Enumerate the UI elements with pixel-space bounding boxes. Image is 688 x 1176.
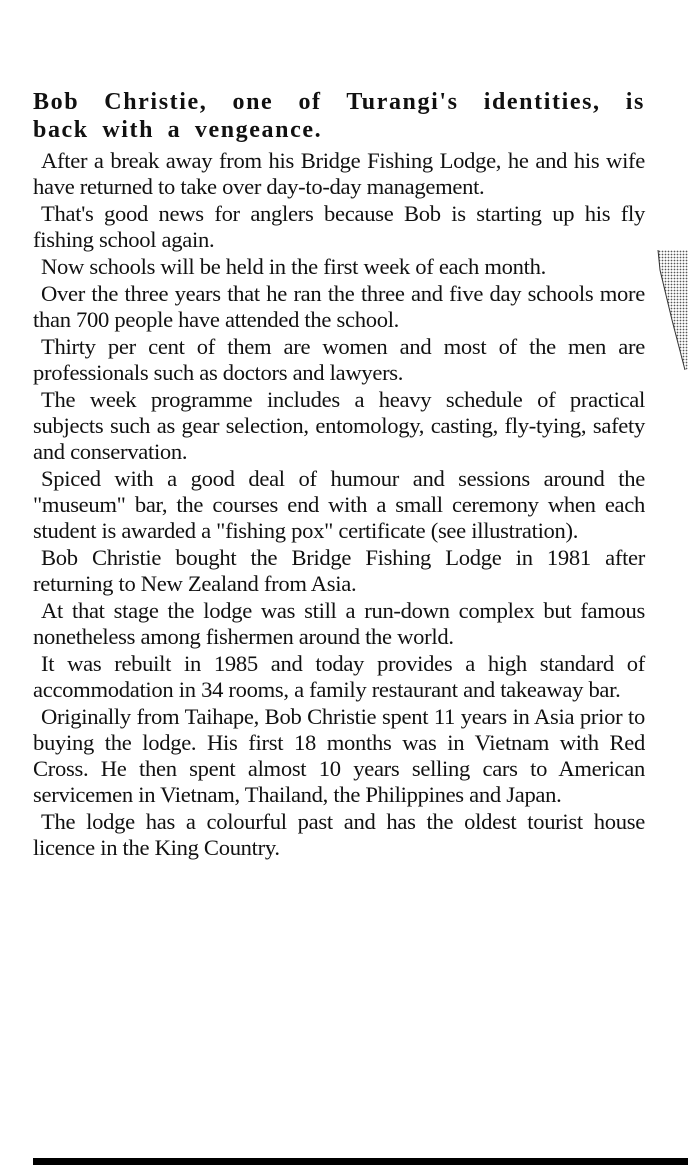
- article-paragraph-3: Now schools will be held in the first week of each month.: [41, 254, 546, 279]
- article-paragraph-2: That's good news for anglers because Bob is starting up his fly fishing school again.: [33, 201, 645, 252]
- article-paragraph-11: Originally from Taihape, Bob Christie spent 11 years in Asia prior to buying the lodge. His first 18 months was in Vietnam with Red Cross. He then spent almost 10 years selling cars to American servicemen in Vietnam, Thailand, the Philippines and Japan.: [33, 704, 645, 807]
- article-headline: Bob Christie, one of Turangi's identities, is back with a vengeance.: [33, 89, 645, 143]
- article-paragraph-8: Bob Christie bought the Bridge Fishing Lodge in 1981 after returning to New Zealand from Asia.: [33, 545, 645, 596]
- article-body: [33, 88, 645, 862]
- article-paragraph-12: The lodge has a colourful past and has the oldest tourist house licence in the King Country.: [33, 809, 645, 860]
- article-paragraph-10: It was rebuilt in 1985 and today provides a high standard of accommodation in 34 rooms, a family restaurant and takeaway bar.: [33, 651, 645, 702]
- article-paragraph-9: At that stage the lodge was still a run-down complex but famous nonetheless among fishermen around the world.: [33, 598, 645, 649]
- article-paragraph-5: Thirty per cent of them are women and most of the men are professionals such as doctors and lawyers.: [33, 334, 645, 385]
- article-paragraph-1: After a break away from his Bridge Fishing Lodge, he and his wife have returned to take over day-to-day management.: [33, 148, 645, 199]
- article-paragraph-6: The week programme includes a heavy schedule of practical subjects such as gear selection, entomology, casting, fly-tying, safety and conservation.: [33, 387, 645, 464]
- illustration-edge: [652, 250, 688, 370]
- bottom-rule: [33, 1158, 688, 1165]
- halftone-shape: [658, 250, 688, 370]
- article-paragraph-4: Over the three years that he ran the three and five day schools more than 700 people have attended the school.: [33, 281, 645, 332]
- article-paragraph-7: Spiced with a good deal of humour and sessions around the "museum" bar, the courses end with a small ceremony when each student is awarded a "fishing pox" certificate (see illustration).: [33, 466, 645, 543]
